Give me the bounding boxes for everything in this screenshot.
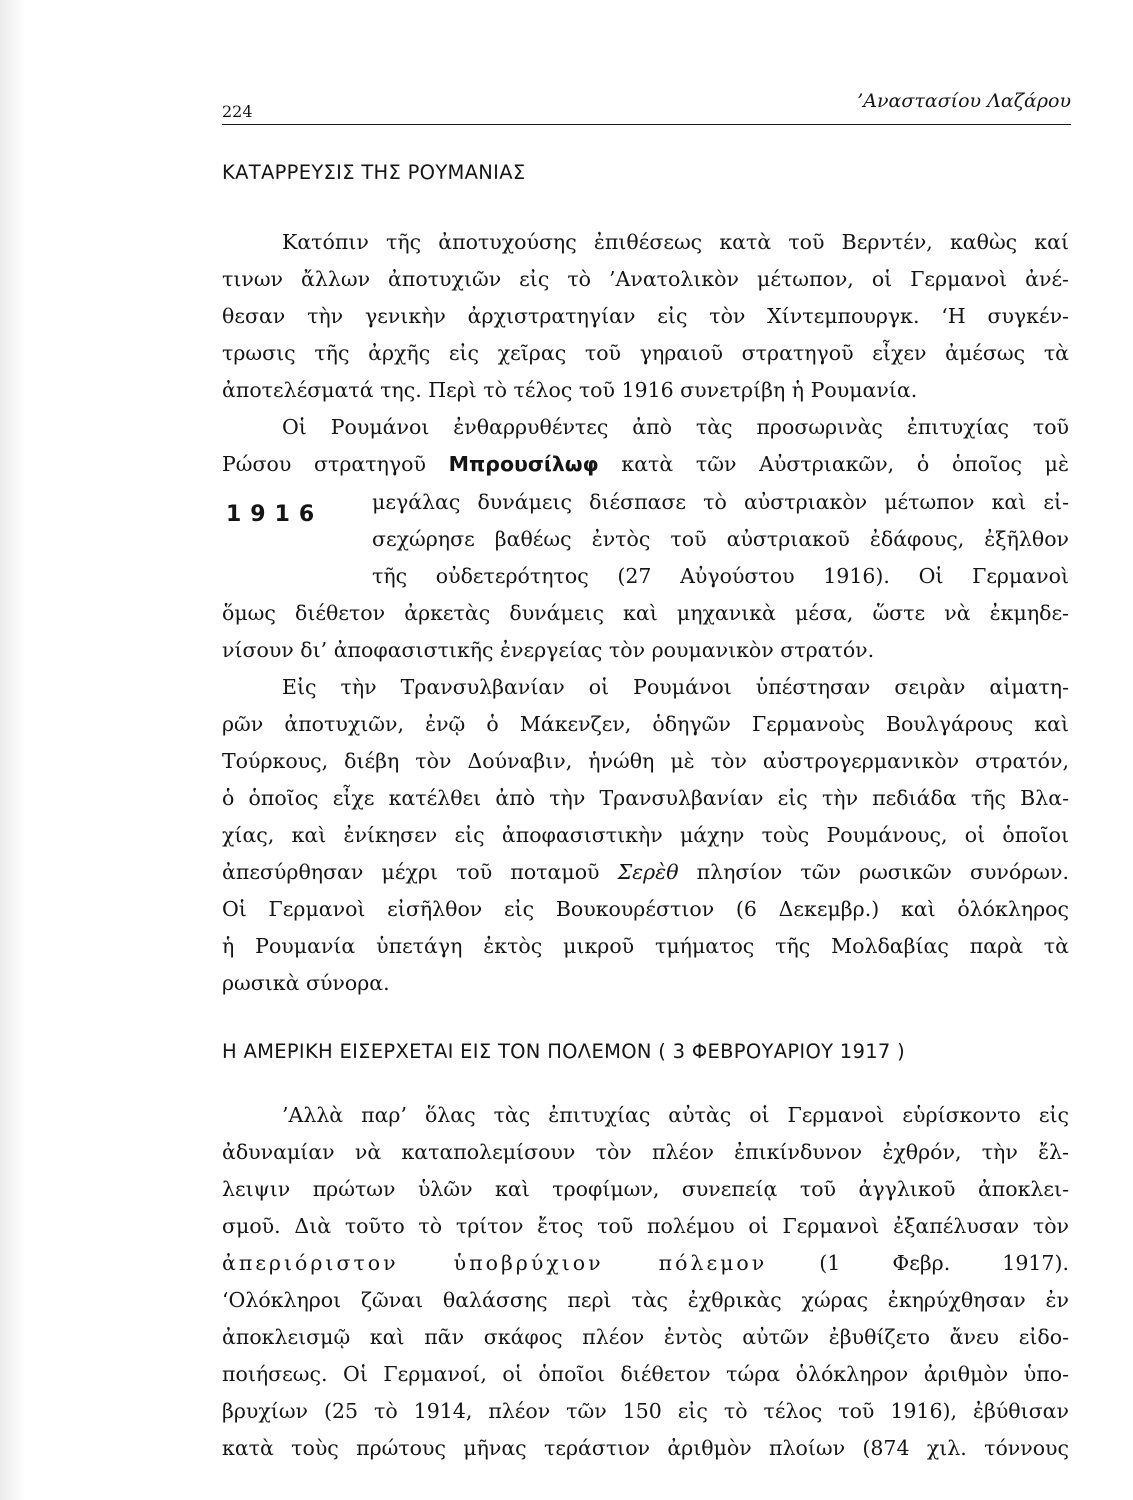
text-line: ἀποτελέσματά της. Περὶ τὸ τέλος τοῦ 1916 συνετρίβη ἡ Ρουμανία. <box>222 378 918 402</box>
text-line: ‘Ολόκληροι ζῶναι θαλάσσης περὶ τὰς ἐχθρικὰς χώρας ἐκηρύχθησαν ἐν <box>222 1288 1069 1312</box>
text-run: (1 Φεβρ. 1917). <box>819 1251 1069 1275</box>
text-run: πλησίον τῶν ρωσικῶν συνόρων. <box>696 860 1069 884</box>
text-line: ὅμως διέθετον ἀρκετὰς δυνάμεις καὶ μηχανικὰ μέσα, ὥστε νὰ ἐκμηδε- <box>222 601 1069 625</box>
text-line: ποιήσεως. Οἱ Γερμανοί, οἱ ὁποῖοι διέθετον τώρα ὁλόκληρον ἀριθμὸν ὑπο- <box>222 1362 1069 1386</box>
page-header <box>222 80 1071 125</box>
running-title: ’Αναστασίου Λαζάρου <box>857 90 1071 112</box>
text-line-spaced <box>222 1248 1069 1278</box>
text-line: Οἱ Γερμανοὶ εἰσῆλθον εἰς Βουκουρέστιον (6 Δεκεμβρ.) καὶ ὁλόκληρος <box>222 897 1069 921</box>
text-line: ρωσικὰ σύνορα. <box>222 971 390 995</box>
text-line: σεχώρησε βαθέως ἐντὸς τοῦ αὐστριακοῦ ἐδάφους, ἐξῆλθον <box>372 527 1069 551</box>
text-line: ρῶν ἀποτυχιῶν, ἐνῷ ὁ Μάκενζεν, ὁδηγῶν Γερμανοὺς Βουλγάρους καὶ <box>222 712 1069 736</box>
text-line: Κατόπιν τῆς ἀποτυχούσης ἐπιθέσεως κατὰ τοῦ Βερντέν, καθὼς καί <box>282 230 1069 254</box>
text-line: τρωσις τῆς ἀρχῆς εἰς χεῖρας τοῦ γηραιοῦ στρατηγοῦ εἶχεν ἀμέσως τὰ <box>222 341 1069 365</box>
bold-name-brusilov: Μπρουσίλωφ <box>448 452 599 476</box>
text-run: Ρώσου στρατηγοῦ <box>222 452 426 476</box>
page-edge-shadow <box>0 0 26 1500</box>
page-number: 224 <box>222 102 253 121</box>
text-line: τινων ἄλλων ἀποτυχιῶν εἰς τὸ ’Ανατολικὸν μέτωπον, οἱ Γερμανοὶ ἀνέ- <box>222 267 1069 291</box>
spaced-phrase: ἀπεριόριστον ὑποβρύχιον πόλεμον <box>222 1251 768 1275</box>
text-line: ἀποκλεισμῷ καὶ πᾶν σκάφος πλέον ἐντὸς αὐτῶν ἐβυθίζετο ἄνευ εἰδο- <box>222 1325 1069 1349</box>
text-line: βρυχίων (25 τὸ 1914, πλέον τῶν 150 εἰς τὸ τέλος τοῦ 1916), ἐβύθισαν <box>222 1399 1069 1423</box>
text-line: κατὰ τοὺς πρώτους μῆνας τεράστιον ἀριθμὸν πλοίων (874 χιλ. τόννους <box>222 1436 1069 1460</box>
section-heading-romania: ΚΑΤΑΡΡΕΥΣΙΣ ΤΗΣ ΡΟΥΜΑΝΙΑΣ <box>222 161 526 184</box>
text-line: νίσουν δι’ ἀποφασιστικῆς ἐνεργείας τὸν ρουμανικὸν στρατόν. <box>222 638 875 662</box>
text-line: τῆς οὐδετερότητος (27 Αὐγούστου 1916). Οἱ Γερμανοὶ <box>372 564 1069 588</box>
italic-river-name: Σερὲθ <box>617 860 679 884</box>
text-line: χίας, καὶ ἐνίκησεν εἰς ἀποφασιστικὴν μάχην τοὺς Ρουμάνους, οἱ ὁποῖοι <box>222 823 1069 847</box>
text-line: ὁ ὁποῖος εἶχε κατέλθει ἀπὸ τὴν Τρανσυλβανίαν εἰς τὴν πεδιάδα τῆς Βλα- <box>222 786 1069 810</box>
text-line: Εἰς τὴν Τρανσυλβανίαν οἱ Ρουμάνοι ὑπέστησαν σειρὰν αἱματη- <box>282 675 1069 699</box>
text-run: κατὰ τῶν Αὐστριακῶν, ὁ ὁποῖος μὲ <box>621 452 1069 476</box>
text-line: μεγάλας δυνάμεις διέσπασε τὸ αὐστριακὸν μέτωπον καὶ εἰ- <box>372 490 1069 514</box>
text-line: Οἱ Ρουμάνοι ἐνθαρρυθέντες ἀπὸ τὰς προσωρινὰς ἐπιτυχίας τοῦ <box>282 415 1069 439</box>
text-line: ’Αλλὰ παρ’ ὅλας τὰς ἐπιτυχίας αὐτὰς οἱ Γερμανοὶ εὑρίσκοντο εἰς <box>282 1103 1069 1127</box>
text-line: ἡ Ρουμανία ὑπετάγη ἐκτὸς μικροῦ τμήματος τῆς Μολδαβίας παρὰ τὰ <box>222 934 1069 958</box>
text-line: λειψιν πρώτων ὑλῶν καὶ τροφίμων, συνεπείᾳ τοῦ ἀγγλικοῦ ἀποκλει- <box>222 1177 1069 1201</box>
margin-year-note: 1916 <box>226 502 324 527</box>
text-line: Τούρκους, διέβη τὸν Δούναβιν, ἡνώθη μὲ τὸν αὐστρογερμανικὸν στρατόν, <box>222 749 1069 773</box>
text-line: θεσαν τὴν γενικὴν ἀρχιστρατηγίαν εἰς τὸν Χίντεμπουργκ. ‘Η συγκέν- <box>222 304 1069 328</box>
text-line: σμοῦ. Διὰ τοῦτο τὸ τρίτον ἔτος τοῦ πολέμου οἱ Γερμανοὶ ἐξαπέλυσαν τὸν <box>222 1214 1069 1238</box>
text-run: ἀπεσύρθησαν μέχρι τοῦ ποταμοῦ <box>222 860 600 884</box>
text-line-with-river <box>222 857 1069 887</box>
text-line: ἀδυναμίαν νὰ καταπολεμίσουν τὸν πλέον ἐπικίνδυνον ἐχθρόν, τὴν ἔλ- <box>222 1140 1069 1164</box>
section-heading-america: Η ΑΜΕΡΙΚΗ ΕΙΣΕΡΧΕΤΑΙ ΕΙΣ ΤΟΝ ΠΟΛΕΜΟΝ ( 3 ΦΕΒΡΟΥΑΡΙΟΥ 1917 ) <box>222 1040 906 1063</box>
text-line-with-name <box>222 449 1069 479</box>
